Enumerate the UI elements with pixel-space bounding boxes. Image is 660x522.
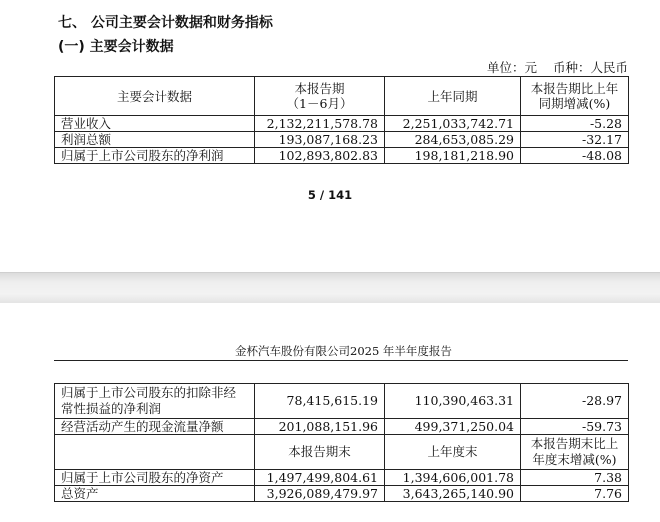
accounting-data-table-continued: [54, 383, 629, 502]
row-label: 营业收入: [55, 116, 255, 132]
change-value: -48.08: [521, 148, 629, 164]
change-value: -5.28: [521, 116, 629, 132]
header-line: 本报告期末比上 年度末增减(%): [530, 436, 619, 467]
header-rule: [54, 360, 628, 361]
row-label: 总资产: [55, 486, 255, 502]
change-value: -59.73: [521, 419, 629, 435]
current-value: 78,415,615.19: [255, 384, 385, 419]
current-value: 2,132,211,578.78: [255, 116, 385, 132]
unit-line: [475, 58, 628, 76]
prior-value: 3,643,265,140.90: [385, 486, 521, 502]
change-value: 7.38: [521, 470, 629, 486]
page-separator: [0, 272, 660, 304]
table-row: [55, 132, 629, 148]
change-value: -28.97: [521, 384, 629, 419]
table-row: [55, 116, 629, 132]
current-value: 201,088,151.96: [255, 419, 385, 435]
current-value: 193,087,168.23: [255, 132, 385, 148]
table-header-row: [55, 77, 629, 116]
accounting-data-table: [54, 76, 629, 164]
section-title: 七、 公司主要会计数据和财务指标: [58, 15, 273, 31]
page-number: 5 / 141: [307, 188, 353, 202]
row-label: 归属于上市公司股东的扣除非经常性损益的净利润: [55, 384, 255, 419]
table-row: [55, 148, 629, 164]
header-line: 本报告期 （1－6月）: [286, 81, 353, 111]
header-cell: [55, 435, 255, 470]
table-row: [55, 486, 629, 502]
report-header: 金杯汽车股份有限公司2025 年半年度报告: [235, 344, 452, 358]
current-value: 3,926,089,479.97: [255, 486, 385, 502]
change-value: 7.76: [521, 486, 629, 502]
header-cell: [521, 435, 629, 470]
header-cell: [521, 77, 629, 116]
prior-value: 499,371,250.04: [385, 419, 521, 435]
header-cell: 主要会计数据: [55, 77, 255, 116]
current-value: 1,497,499,804.61: [255, 470, 385, 486]
header-cell: 上年同期: [385, 77, 521, 116]
change-value: -32.17: [521, 132, 629, 148]
unit-label: 单位：元: [486, 60, 537, 75]
header-line: 本报告期比上年 同期增减(%): [530, 81, 619, 111]
prior-value: 198,181,218.90: [385, 148, 521, 164]
table-row: [55, 384, 629, 419]
prior-value: 1,394,606,001.78: [385, 470, 521, 486]
current-value: 102,893,802.83: [255, 148, 385, 164]
table-row: [55, 470, 629, 486]
row-label: 经营活动产生的现金流量净额: [55, 419, 255, 435]
row-label: 归属于上市公司股东的净资产: [55, 470, 255, 486]
header-cell: 本报告期末: [255, 435, 385, 470]
header-cell: [255, 77, 385, 116]
prior-value: 2,251,033,742.71: [385, 116, 521, 132]
subsection-title: (一) 主要会计数据: [58, 39, 174, 55]
prior-value: 110,390,463.31: [385, 384, 521, 419]
table-subheader-row: [55, 435, 629, 470]
prior-value: 284,653,085.29: [385, 132, 521, 148]
table-row: [55, 419, 629, 435]
row-label: 归属于上市公司股东的净利润: [55, 148, 255, 164]
currency-label: 币种：人民币: [552, 60, 628, 75]
row-label: 利润总额: [55, 132, 255, 148]
document-page-bottom: [0, 303, 660, 522]
header-cell: 上年度末: [385, 435, 521, 470]
